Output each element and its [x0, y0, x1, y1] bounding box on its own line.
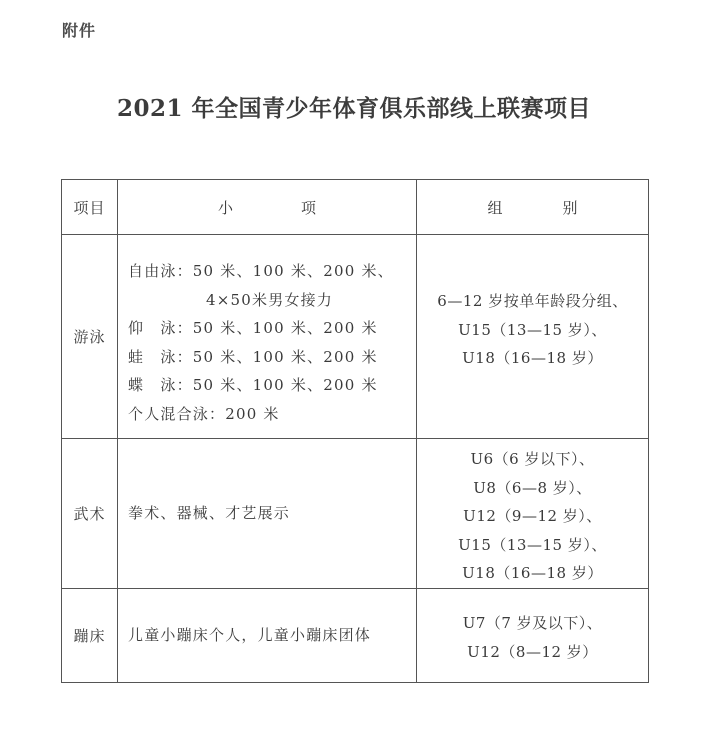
groups-cell — [417, 439, 649, 589]
group-line: U18（16—18 岁） — [462, 564, 603, 582]
column-header-groups: 组别 — [417, 180, 649, 235]
group-line: U6（6 岁以下）、 — [470, 450, 595, 468]
sub-item-line: 儿童小蹦床个人，儿童小蹦床团体 — [128, 626, 372, 645]
sub-item-line: 蝶 泳：50 米、100 米、200 米 — [128, 376, 378, 394]
group-line: U12（8—12 岁） — [467, 642, 598, 661]
column-header-sub-items: 小项 — [118, 180, 417, 235]
attachment-label: 附件 — [62, 21, 97, 40]
sub-items-cell — [118, 235, 417, 439]
group-line: U15（13—15 岁）、 — [458, 535, 607, 554]
column-header-project: 项目 — [62, 180, 118, 235]
table-header-row — [62, 180, 649, 235]
project-cell: 游泳 — [62, 235, 118, 439]
group-line: U7（7 岁及以下）、 — [462, 614, 603, 632]
sub-item-line: 自由泳：50 米、100 米、200 米、 — [128, 262, 394, 280]
group-line: U12（9—12 岁）、 — [463, 507, 602, 525]
sub-item-line: 蛙 泳：50 米、100 米、200 米 — [128, 347, 378, 366]
sub-item-line: 仰 泳：50 米、100 米、200 米 — [128, 319, 378, 337]
sub-item-line: 个人混合泳：200 米 — [128, 404, 280, 423]
sub-items-cell — [118, 439, 417, 589]
sub-item-line: 4×50米男女接力 — [206, 290, 333, 309]
table-row-swimming — [62, 235, 649, 439]
groups-cell — [417, 589, 649, 683]
document-title: 2021 年全国青少年体育俱乐部线上联赛项目 — [116, 95, 592, 122]
sub-items-cell — [118, 589, 417, 683]
group-line: U18（16—18 岁） — [462, 349, 603, 367]
group-line: U15（13—15 岁）、 — [458, 320, 607, 339]
group-line: U8（6—8 岁）、 — [473, 478, 592, 497]
events-table — [61, 179, 649, 683]
groups-cell — [417, 235, 649, 439]
sub-item-line: 拳术、器械、才艺展示 — [128, 504, 291, 523]
project-cell: 蹦床 — [62, 589, 118, 683]
table-row-trampoline — [62, 589, 649, 683]
table-row-wushu — [62, 439, 649, 589]
project-cell: 武术 — [62, 439, 118, 589]
group-line: 6—12 岁按单年龄段分组、 — [437, 292, 628, 310]
